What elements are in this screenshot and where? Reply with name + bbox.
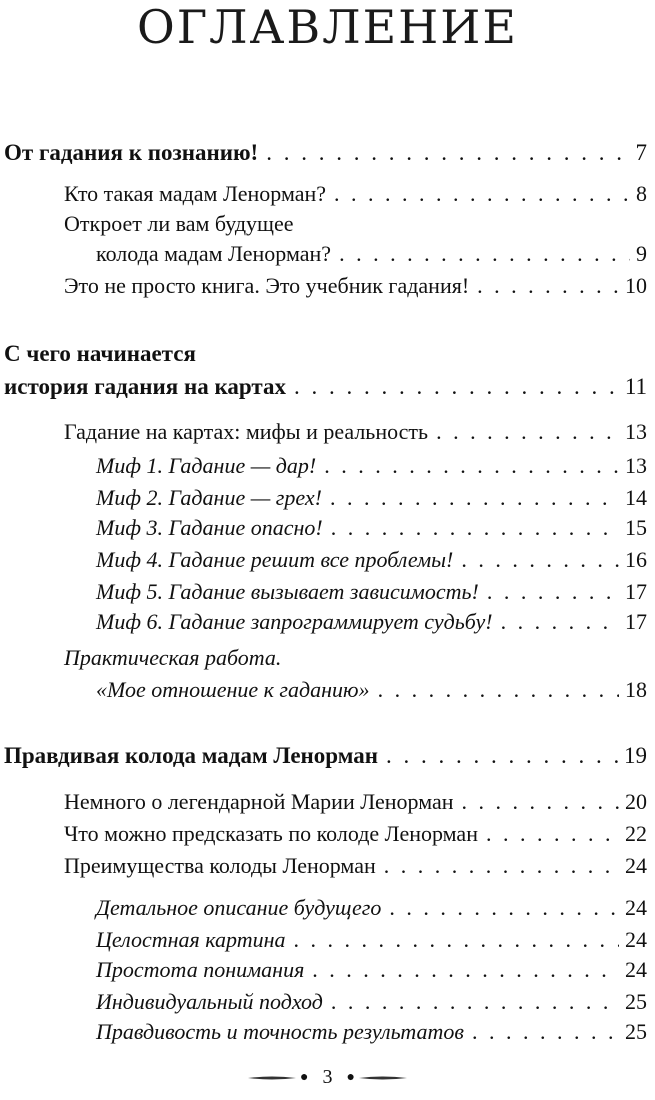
toc-entry-section[interactable] [4, 373, 647, 401]
entry-title-line[interactable]: Откроет ли вам будущее [64, 211, 294, 236]
leader-dots [461, 546, 619, 574]
entry-page: 8 [636, 181, 647, 206]
toc-entry-myth[interactable] [96, 608, 647, 636]
page-footer [0, 1066, 655, 1089]
entry-page: 14 [625, 485, 647, 510]
entry-page: 22 [625, 821, 647, 846]
toc-entry[interactable] [64, 788, 647, 816]
leader-dots [477, 272, 619, 300]
entry-title: Что можно предсказать по колоде Ленорман [64, 821, 478, 846]
entry-page: 17 [625, 579, 647, 604]
entry-title: Правдивая колода мадам Ленорман [4, 743, 379, 768]
toc-entry-sub[interactable] [96, 988, 647, 1016]
leader-dots [324, 452, 619, 480]
entry-page: 25 [625, 989, 647, 1014]
bullet-icon: ● [300, 1069, 309, 1085]
leader-dots [462, 788, 619, 816]
entry-page: 9 [636, 241, 647, 266]
leader-dots [294, 926, 619, 954]
entry-title: Правдивость и точность результатов [96, 1019, 464, 1044]
leader-dots [331, 988, 619, 1016]
toc-entry[interactable] [64, 180, 647, 208]
toc-entry[interactable] [64, 418, 647, 446]
entry-title: Индивидуальный подход [96, 989, 323, 1014]
entry-title: Немного о легендарной Марии Ленорман [64, 789, 454, 814]
entry-title: От гадания к познанию! [4, 140, 259, 165]
toc-entry-section[interactable] [4, 742, 647, 770]
bullet-icon: ● [346, 1069, 355, 1085]
toc-entry[interactable] [64, 852, 647, 880]
entry-title: Миф 5. Гадание вызывает зависимость! [96, 579, 479, 604]
entry-page: 13 [625, 453, 647, 478]
toc-entry-myth[interactable] [96, 514, 647, 542]
entry-page: 20 [625, 789, 647, 814]
toc-entry[interactable] [64, 272, 647, 300]
leader-dots [334, 180, 630, 208]
entry-title: колода мадам Ленорман? [96, 241, 332, 266]
leader-dots [501, 608, 619, 636]
entry-page: 19 [624, 743, 647, 768]
entry-title: Миф 1. Гадание — дар! [96, 453, 317, 478]
entry-page: 10 [625, 273, 647, 298]
entry-title: Преимущества колоды Ленорман [64, 853, 376, 878]
entry-page: 16 [625, 547, 647, 572]
leader-dots [312, 956, 619, 984]
toc-entry[interactable] [64, 820, 647, 848]
entry-title: Целостная картина [96, 927, 286, 952]
leader-dots [266, 139, 629, 167]
entry-page: 18 [625, 677, 647, 702]
section-title-line[interactable]: С чего начинается [4, 341, 196, 366]
entry-page: 13 [625, 419, 647, 444]
leader-dots [472, 1018, 619, 1046]
leader-dots [378, 676, 619, 704]
toc-entry-myth[interactable] [96, 546, 647, 574]
entry-title: Простота понимания [96, 957, 305, 982]
toc-entry[interactable] [96, 240, 647, 268]
leader-dots [384, 852, 619, 880]
entry-title: Это не просто книга. Это учебник гадания! [64, 273, 470, 298]
entry-title: история гадания на картах [4, 374, 286, 399]
toc-entry-sub[interactable] [96, 1018, 647, 1046]
entry-title: Миф 3. Гадание опасно! [96, 515, 323, 540]
entry-title: Миф 4. Гадание решит все проблемы! [96, 547, 454, 572]
entry-title-line[interactable]: Практическая работа. [64, 645, 282, 670]
leader-dots [436, 418, 619, 446]
entry-title: Гадание на картах: мифы и реальность [64, 419, 429, 444]
leader-dots [330, 484, 619, 512]
leader-dots [339, 240, 630, 268]
leader-dots [389, 894, 619, 922]
entry-title: Миф 6. Гадание запрограммирует судьбу! [96, 609, 493, 634]
entry-title: Миф 2. Гадание — грех! [96, 485, 322, 510]
toc-entry-myth[interactable] [96, 484, 647, 512]
entry-page: 24 [625, 927, 647, 952]
entry-title: Детальное описание будущего [96, 895, 382, 920]
toc-entry-myth[interactable] [96, 578, 647, 606]
leader-dots [386, 742, 618, 770]
page-number: 3 [322, 1066, 333, 1088]
entry-title: Кто такая мадам Ленорман? [64, 181, 327, 206]
toc-entry-sub[interactable] [96, 926, 647, 954]
toc-entry[interactable] [96, 676, 647, 704]
leader-dots [294, 373, 619, 401]
entry-page: 24 [625, 895, 647, 920]
entry-page: 24 [625, 957, 647, 982]
toc-entry-myth[interactable] [96, 452, 647, 480]
leader-dots [331, 514, 619, 542]
leader-dots [486, 820, 619, 848]
entry-title: «Мое отношение к гаданию» [96, 677, 370, 702]
left-ornament-icon [248, 1075, 296, 1081]
toc-entry-section[interactable] [4, 139, 647, 167]
entry-page: 15 [625, 515, 647, 540]
right-ornament-icon [359, 1075, 407, 1081]
entry-page: 11 [624, 374, 647, 399]
leader-dots [487, 578, 619, 606]
toc-entry-sub[interactable] [96, 894, 647, 922]
entry-page: 25 [625, 1019, 647, 1044]
toc-entry-sub[interactable] [96, 956, 647, 984]
page-title: ОГЛАВЛЕНИЕ [137, 0, 518, 54]
entry-page: 7 [635, 140, 647, 165]
entry-page: 17 [625, 609, 647, 634]
entry-page: 24 [625, 853, 647, 878]
